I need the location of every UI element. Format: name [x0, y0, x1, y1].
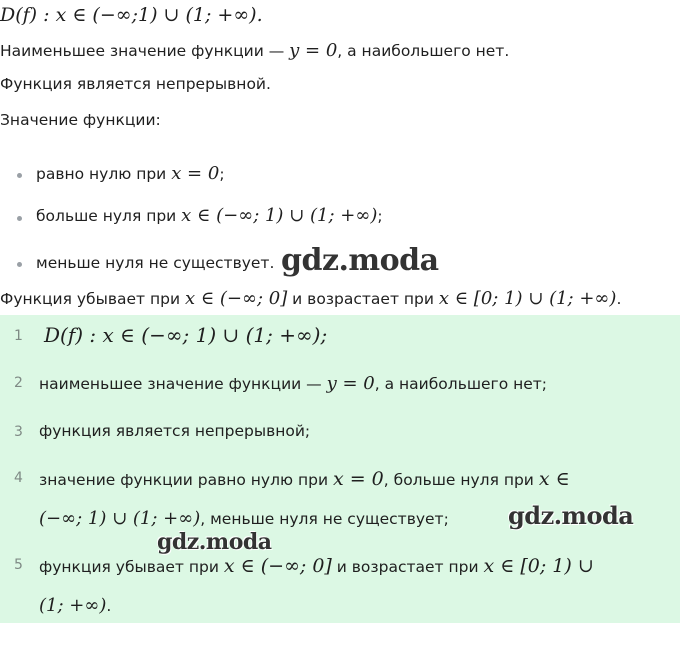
- continuity-line: Функция является непрерывной.: [0, 75, 271, 93]
- watermark: gdz.moda: [157, 529, 272, 555]
- row-math: (−∞; 1) ∪ (1; +∞): [39, 508, 201, 529]
- row-seg: , больше нуля при: [383, 471, 539, 489]
- row-seg: .: [106, 597, 112, 615]
- bullet-item: [36, 205, 383, 226]
- bullet-tail: ;: [377, 207, 383, 225]
- mono-text: Функция убывает при: [0, 290, 185, 308]
- row-text: функция является непрерывной;: [39, 422, 311, 440]
- row-seg: наименьшее значение функции —: [39, 375, 327, 393]
- row-text: [39, 373, 547, 394]
- mono-math: x ∈ [0; 1) ∪ (1; +∞): [438, 288, 617, 309]
- bullet-item: [36, 163, 225, 184]
- bullet-math: x = 0: [171, 163, 220, 184]
- min-text: Наименьшее значение функции —: [0, 42, 290, 60]
- monotonic-line: [0, 288, 621, 309]
- row-math: (1; +∞): [39, 595, 107, 616]
- watermark: gdz.moda: [508, 501, 634, 530]
- row-number: 4: [14, 470, 23, 486]
- bullet-item: [36, 254, 274, 272]
- watermark: gdz.moda: [281, 243, 439, 278]
- min-math: y = 0: [289, 40, 338, 61]
- answer-box: [0, 315, 680, 623]
- min-suffix: , а наибольшего нет.: [337, 42, 510, 60]
- bullet-tail: ;: [219, 165, 225, 183]
- row-text: [39, 595, 111, 616]
- row-number: 5: [14, 557, 23, 573]
- domain-formula: D(f) : x ∈ (−∞;1) ∪ (1; +∞).: [0, 4, 263, 26]
- row-text: [39, 508, 449, 529]
- bullet-dot: [17, 173, 22, 178]
- row-math: x = 0: [332, 468, 384, 490]
- row-text: [39, 555, 594, 577]
- bullet-text: больше нуля при: [36, 207, 182, 225]
- row-math: x ∈: [538, 468, 570, 490]
- row-text: [39, 468, 570, 490]
- value-header: Значение функции:: [0, 111, 161, 129]
- mono-text: и возрастает при: [287, 290, 439, 308]
- bullet-math: x ∈ (−∞; 1) ∪ (1; +∞): [181, 205, 378, 226]
- min-max-line: [0, 40, 509, 61]
- bullet-dot: [17, 216, 22, 221]
- row-math: D(f) : x ∈ (−∞; 1) ∪ (1; +∞);: [44, 323, 328, 347]
- row-number: 2: [14, 375, 23, 391]
- row-number: 1: [14, 328, 23, 344]
- bullet-text: меньше нуля не существует.: [36, 254, 275, 272]
- row-seg: и возрастает при: [331, 558, 484, 576]
- row-seg: значение функции равно нулю при: [39, 471, 333, 489]
- mono-text: .: [616, 290, 622, 308]
- row-seg: функция убывает при: [39, 558, 224, 576]
- row-seg: , а наибольшего нет;: [374, 375, 548, 393]
- mono-math: x ∈ (−∞; 0]: [184, 288, 288, 309]
- bullet-text: равно нулю при: [36, 165, 172, 183]
- row-number: 3: [14, 424, 23, 440]
- row-math: y = 0: [326, 373, 375, 394]
- row-seg: , меньше нуля не существует;: [200, 510, 449, 528]
- row-math: x ∈ (−∞; 0]: [223, 555, 332, 577]
- bullet-dot: [17, 262, 22, 267]
- row-math: x ∈ [0; 1) ∪: [483, 555, 594, 577]
